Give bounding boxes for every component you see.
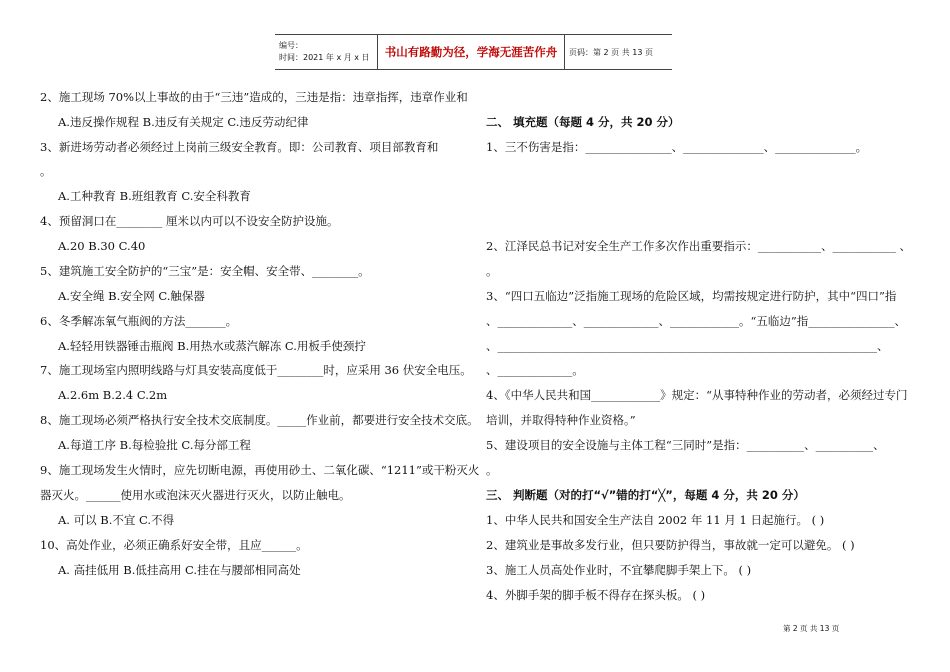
- fill-1: 1、三不伤害是指：_______________、______________、______________。: [486, 140, 868, 154]
- fill-3-line-4: 、_____________。: [486, 363, 584, 377]
- section-3-title: 三、 判断题（对的打“√”错的打“╳”，每题 4 分，共 20 分）: [486, 488, 805, 502]
- judge-3: 3、施工人员高处作业时，不宜攀爬脚手架上下。 ( ): [486, 563, 752, 577]
- fill-3-line-2: 、_____________、_____________、____________。“五临边”指_______________、: [486, 314, 907, 328]
- fill-2: 2、江泽民总书记对安全生产工作多次作出重要指示：___________、___________ 、: [486, 239, 911, 253]
- judge-4: 4、外脚手架的脚手板不得存在探头板。 ( ): [486, 588, 706, 602]
- question-9-options: A. 可以 B.不宜 C.不得: [58, 513, 175, 527]
- question-5: 5、建筑施工安全防护的“三宝”是：安全帽、安全带、________。: [40, 264, 370, 278]
- question-7-options: A.2.6m B.2.4 C.2m: [58, 388, 168, 402]
- question-9: 9、施工现场发生火情时，应先切断电源，再使用砂土、二氧化碳、“1211”或干粉灭火: [40, 463, 480, 477]
- header-motto: 书山有路勤为径，学海无涯苦作舟: [378, 35, 565, 69]
- fill-2-cont: 。: [486, 264, 498, 278]
- question-4-options: A.20 B.30 C.40: [58, 239, 146, 253]
- header-info: [275, 35, 378, 69]
- question-7: 7、施工现场室内照明线路与灯具安装高度低于________时，应采用 36 伏安全电压。: [40, 363, 472, 377]
- page-footer: 第 2 页 共 13 页: [783, 624, 840, 633]
- question-4: 4、预留洞口在________ 厘米以内可以不设安全防护设施。: [40, 214, 339, 228]
- question-5-options: A.安全绳 B.安全网 C.触保器: [58, 289, 205, 303]
- question-3: 3、新进场劳动者必须经过上岗前三级安全教育。即：公司教育、项目部教育和: [40, 140, 439, 154]
- question-3-cont: 。: [40, 164, 52, 178]
- header-page-label: 页码：第 2 页 共 13 页: [569, 47, 653, 57]
- fill-4: 4、《中华人民共和国____________》规定：“从事特种作业的劳动者，必须经过专门: [486, 388, 908, 402]
- question-2: 2、施工现场 70%以上事故的由于“三违”造成的，三违是指：违章指挥，违章作业和: [40, 90, 468, 104]
- fill-5: 5、建设项目的安全设施与主体工程“三同时”是指：__________、__________、: [486, 438, 885, 452]
- question-6: 6、冬季解冻氧气瓶阀的方法_______。: [40, 314, 238, 328]
- judge-2: 2、建筑业是事故多发行业，但只要防护得当，事故就一定可以避免。 ( ): [486, 538, 855, 552]
- question-9-cont: 器灭火。______使用水或泡沫灭火器进行灭火，以防止触电。: [40, 488, 351, 502]
- question-6-options: A.轻轻用铁器锤击瓶阀 B.用热水或蒸汽解冻 C.用板手使颈拧: [58, 339, 366, 353]
- question-8: 8、施工现场必须严格执行安全技术交底制度。_____作业前，都要进行安全技术交底。: [40, 413, 479, 427]
- time-label: 时间：2021 年 x 月 x 日: [279, 53, 370, 62]
- fill-4-cont: 培训，并取得特种作业资格。”: [486, 413, 636, 427]
- question-8-options: A.每道工序 B.每检验批 C.每分部工程: [58, 438, 251, 452]
- question-10-options: A. 高挂低用 B.低挂高用 C.挂在与腰部相同高处: [58, 563, 301, 577]
- fill-3: 3、“四口五临边”泛指施工现场的危险区域，均需按规定进行防护，其中“四口”指: [486, 289, 897, 303]
- question-2-options: A.违反操作规程 B.违反有关规定 C.违反劳动纪律: [58, 115, 309, 129]
- question-3-options: A.工种教育 B.班组教育 C.安全科教育: [58, 189, 251, 203]
- fill-5-cont: 。: [486, 463, 498, 477]
- question-10: 10、高处作业，必须正确系好安全带，且应______。: [40, 538, 308, 552]
- code-label: 编号：: [279, 41, 303, 50]
- page-header: [275, 34, 672, 70]
- judge-1: 1、中华人民共和国安全生产法自 2002 年 11 月 1 日起施行。 ( ): [486, 513, 825, 527]
- section-2-title: 二、 填充题（每题 4 分，共 20 分）: [486, 115, 680, 129]
- fill-3-line-3: 、__________________________________________________________________、: [486, 339, 889, 353]
